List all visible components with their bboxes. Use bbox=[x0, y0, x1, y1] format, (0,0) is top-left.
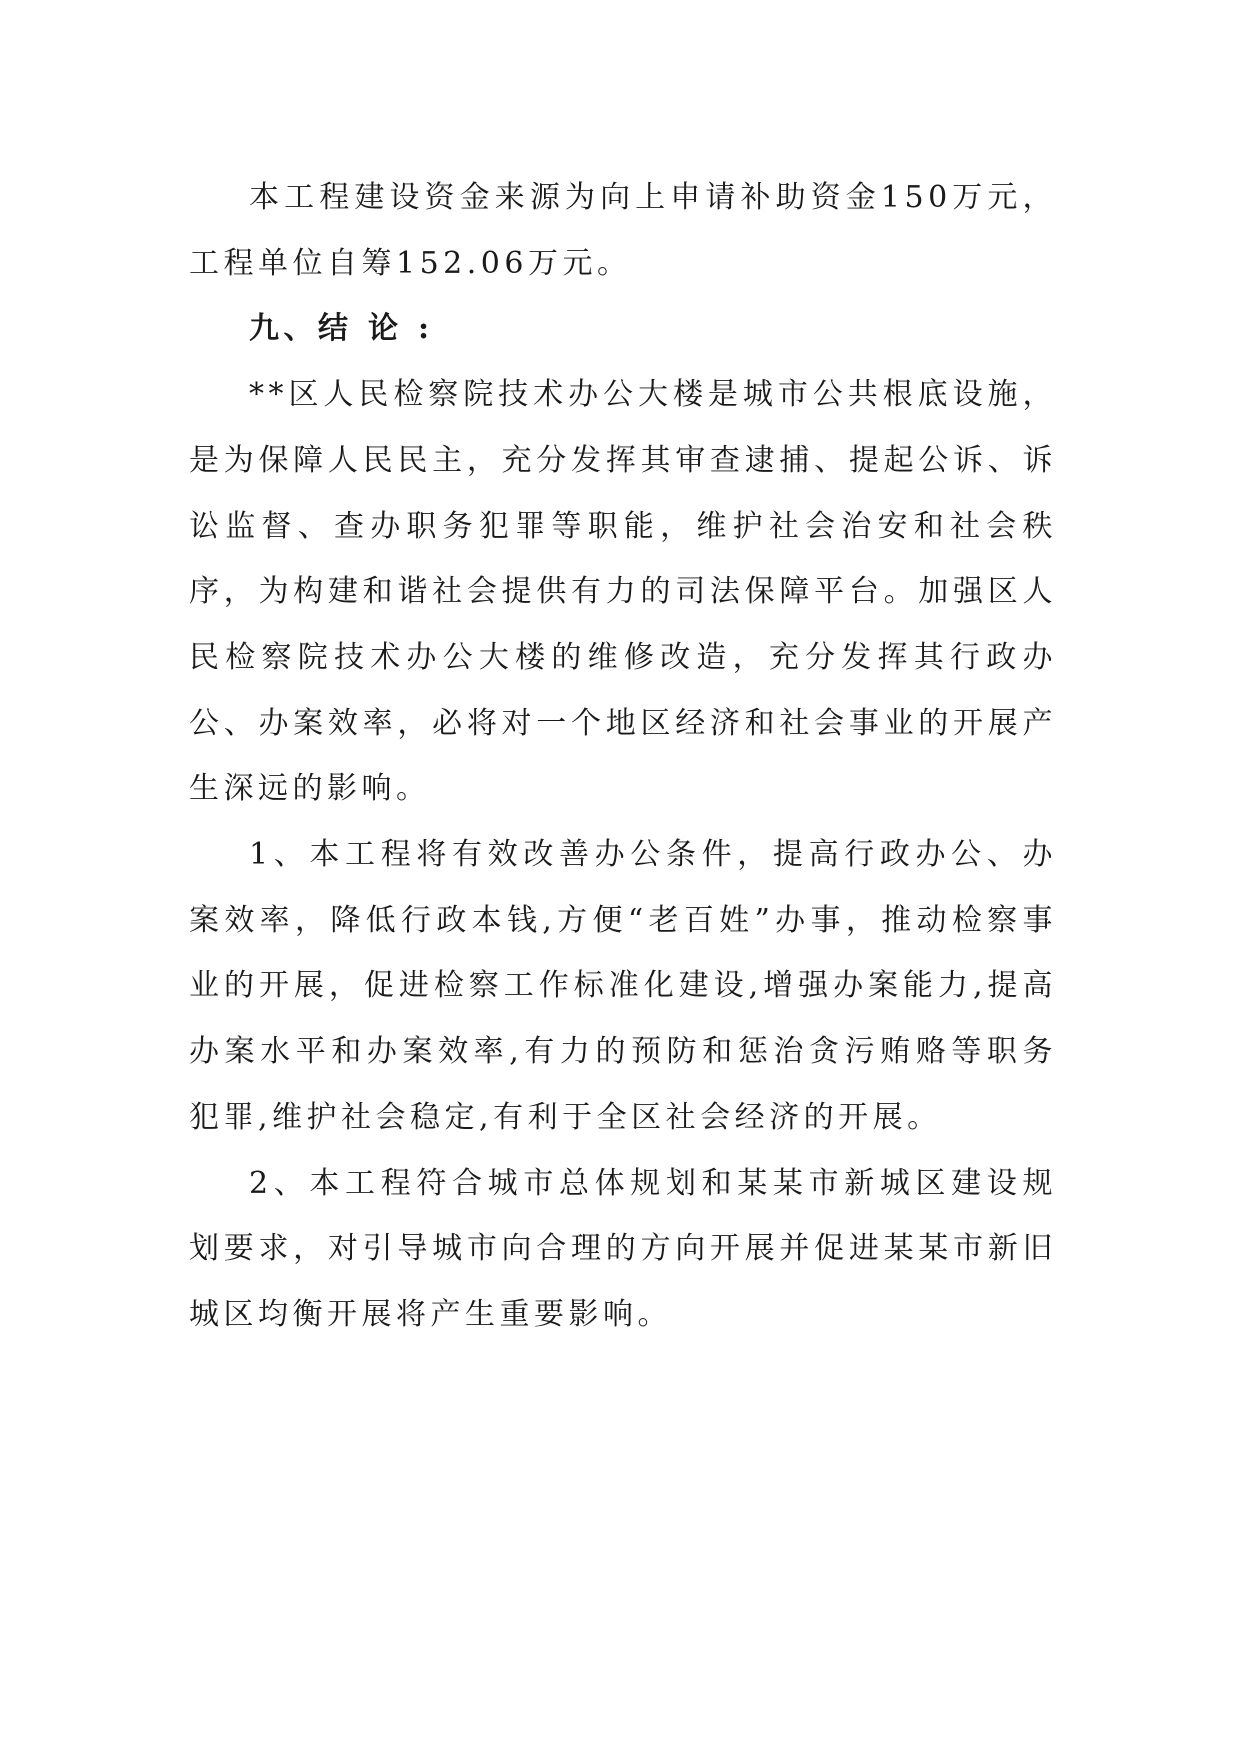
funding-paragraph: 本工程建设资金来源为向上申请补助资金150万元，工程单位自筹152.06万元。 bbox=[189, 180, 1057, 281]
section-heading-conclusion bbox=[189, 296, 1057, 362]
conclusion-paragraph: **区人民检察院技术办公大楼是城市公共根底设施，是为保障人民民主，充分发挥其审查逮捕、提起公诉、诉讼监督、查办职务犯罪等职能，维护社会治安和社会秩序，为构建和谐社会提供有力的司法保障平台。加强区人民检察院技术办公大楼的维修改造，充分发挥其行政办公、办案效率，必将对一个地区经济和社会事业的开展产生深远的影响。 bbox=[189, 377, 1057, 807]
point-1-paragraph: 1、本工程将有效改善办公条件，提高行政办公、办案效率，降低行政本钱,方便“老百姓”办事，推动检察事业的开展，促进检察工作标准化建设,增强办案能力,提高办案水平和办案效率,有力的预防和惩治贪污贿赂等职务犯罪,维护社会稳定,有利于全区社会经济的开展。 bbox=[189, 837, 1057, 1135]
heading-colon: : bbox=[418, 311, 434, 347]
heading-number: 九、 bbox=[249, 311, 318, 347]
point-2-paragraph: 2、本工程符合城市总体规划和某某市新城区建设规划要求，对引导城市向合理的方向开展并促进某某市新旧城区均衡开展将产生重要影响。 bbox=[189, 1165, 1057, 1332]
heading-word: 结论 bbox=[318, 311, 418, 347]
document-body bbox=[189, 165, 1057, 1348]
